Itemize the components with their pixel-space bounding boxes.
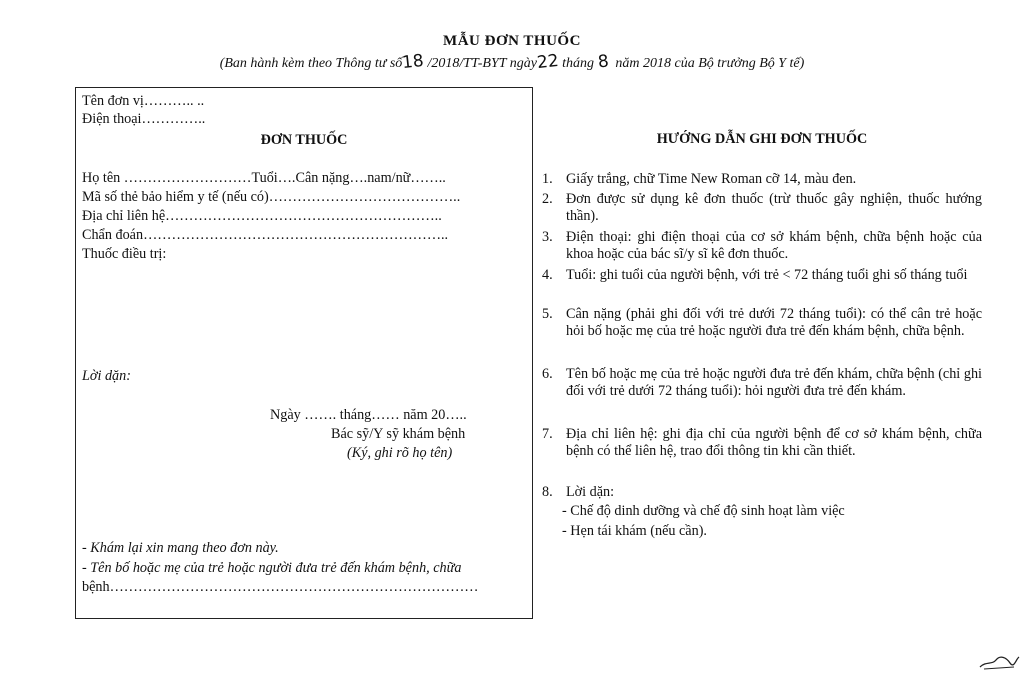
subtitle-part-4: năm 2018 của Bộ trưởng Bộ Y tế) (615, 56, 805, 71)
guide-item-number: 2. (542, 191, 553, 207)
guide-item-6 (542, 366, 982, 419)
guide-item-number: 6. (542, 366, 553, 382)
advice-label: Lời dặn: (82, 368, 131, 384)
insurance-line: Mã số thẻ bảo hiểm y tế (nếu có)………………………………….. (82, 189, 461, 205)
guide-item-number: 7. (542, 426, 553, 442)
guide-item-number: 1. (542, 171, 553, 187)
prescription-title: ĐƠN THUỐC (260, 132, 348, 148)
guide-title: HƯỚNG DẪN GHI ĐƠN THUỐC (656, 131, 868, 147)
patient-name-line: Họ tên ………………………Tuổi….Cân nặng….nam/nữ…….. (82, 170, 446, 186)
footer-note-guardian: - Tên bố hoặc mẹ của trẻ hoặc người đưa trẻ đến khám bệnh, chữa (82, 560, 462, 576)
guide-item-number: 8. (542, 484, 553, 500)
guide-item-number: 3. (542, 229, 553, 245)
guide-item-text: Tên bố hoặc mẹ của trẻ hoặc người đưa trẻ đến khám, chữa bệnh (chỉ ghi đối với trẻ dưới 72 tháng tuổi): hỏi người đưa trẻ đến khám. (566, 366, 982, 400)
guide-item-8 (542, 484, 982, 501)
doctor-label: Bác sỹ/Y sỹ khám bệnh (331, 426, 466, 442)
subtitle-part-3: tháng (562, 56, 595, 71)
guide-item-7 (542, 426, 982, 479)
guide-item-5 (542, 306, 982, 359)
handwritten-day: 22 (536, 50, 560, 74)
guide-item-text: Cân nặng (phải ghi đối với trẻ dưới 72 tháng tuổi): có thể cân trẻ hoặc hỏi bố hoặc mẹ của trẻ hoặc người đưa trẻ đến khám bệnh, chữa bệnh. (566, 306, 982, 340)
guide-item-1 (542, 171, 982, 188)
guide-item-text: Lời dặn: (566, 484, 615, 500)
guide-item-text: Điện thoại: ghi điện thoại của cơ sở khám bệnh, chữa bệnh hoặc của khoa hoặc của bác sĩ/y sĩ kê đơn thuốc. (566, 229, 982, 263)
guide-item-3 (542, 229, 982, 264)
phone-field: Điện thoại………….. (82, 111, 206, 127)
handwritten-month: 8 (596, 51, 610, 73)
guide-item-number: 4. (542, 267, 553, 283)
guide-sub-item-revisit: - Hẹn tái khám (nếu cần). (562, 523, 707, 539)
guide-item-text: Giấy trắng, chữ Time New Roman cỡ 14, màu đen. (566, 171, 857, 187)
treatment-label: Thuốc điều trị: (82, 246, 167, 262)
footer-note-guardian-line: bệnh…………………………………………………………………… (82, 579, 479, 595)
handwritten-circular-number: 18 (401, 50, 425, 74)
footer-note-revisit: - Khám lại xin mang theo đơn này. (82, 540, 279, 556)
subtitle-part-1: (Ban hành kèm theo Thông tư số (219, 56, 403, 71)
prescription-form-box (75, 87, 533, 619)
guide-item-text: Địa chỉ liên hệ: ghi địa chỉ của người bệnh để cơ sở khám bệnh, chữa bệnh có thể liên hệ, trao đổi thông tin khi cần thiết. (566, 426, 982, 460)
guide-item-text: Tuổi: ghi tuổi của người bệnh, với trẻ < 72 tháng tuổi ghi số tháng tuổi (566, 267, 968, 283)
diagnosis-line: Chẩn đoán……………………………………………………….. (82, 227, 449, 243)
address-line: Địa chỉ liên hệ………………………………………………….. (82, 208, 442, 224)
guide-item-4 (542, 267, 982, 302)
signature-scribble-icon (978, 651, 1020, 671)
unit-name-field: Tên đơn vị……….. .. (82, 93, 205, 109)
sign-note: (Ký, ghi rõ họ tên) (347, 445, 453, 461)
subtitle-part-2: /2018/TT-BYT ngày (427, 56, 538, 71)
guide-sub-item-nutrition: - Chế độ dinh dưỡng và chế độ sinh hoạt làm việc (562, 503, 845, 519)
guide-item-2 (542, 191, 982, 226)
guide-item-text: Đơn được sử dụng kê đơn thuốc (trừ thuốc gây nghiện, thuốc hướng thần). (566, 191, 982, 225)
guide-item-number: 5. (542, 306, 553, 322)
date-line: Ngày ……. tháng…… năm 20….. (270, 407, 467, 423)
document-subtitle (0, 52, 1024, 72)
document-title: MẪU ĐƠN THUỐC (443, 33, 581, 49)
